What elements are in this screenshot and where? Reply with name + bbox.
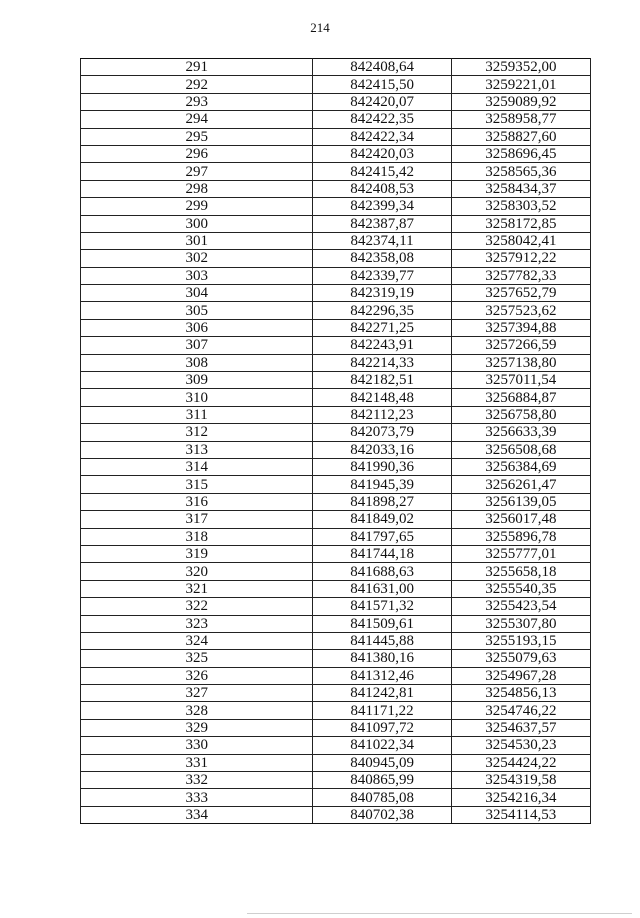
point-number-cell: 315 — [81, 476, 313, 493]
y-coordinate-cell: 3254530,23 — [451, 737, 590, 754]
table-row — [81, 632, 591, 649]
x-coordinate-cell: 841990,36 — [313, 458, 451, 475]
y-coordinate-cell: 3255777,01 — [451, 545, 590, 562]
x-coordinate-cell: 840702,38 — [313, 806, 451, 823]
point-number-cell: 316 — [81, 493, 313, 510]
x-coordinate-cell: 842408,53 — [313, 180, 451, 197]
y-coordinate-cell: 3258958,77 — [451, 111, 590, 128]
y-coordinate-cell: 3254216,34 — [451, 789, 590, 806]
point-number-cell: 307 — [81, 337, 313, 354]
table-row — [81, 754, 591, 771]
table-row — [81, 354, 591, 371]
table-row — [81, 319, 591, 336]
table-row — [81, 198, 591, 215]
point-number-cell: 319 — [81, 545, 313, 562]
page-number: 214 — [310, 20, 330, 35]
y-coordinate-cell: 3258303,52 — [451, 198, 590, 215]
table-row — [81, 232, 591, 249]
y-coordinate-cell: 3257138,80 — [451, 354, 590, 371]
table-row — [81, 180, 591, 197]
y-coordinate-cell: 3254637,57 — [451, 719, 590, 736]
x-coordinate-cell: 841945,39 — [313, 476, 451, 493]
point-number-cell: 309 — [81, 372, 313, 389]
x-coordinate-cell: 841797,65 — [313, 528, 451, 545]
point-number-cell: 318 — [81, 528, 313, 545]
y-coordinate-cell: 3256384,69 — [451, 458, 590, 475]
x-coordinate-cell: 842387,87 — [313, 215, 451, 232]
x-coordinate-cell: 841571,32 — [313, 598, 451, 615]
table-row — [81, 772, 591, 789]
y-coordinate-cell: 3258172,85 — [451, 215, 590, 232]
x-coordinate-cell: 842422,35 — [313, 111, 451, 128]
y-coordinate-cell: 3255658,18 — [451, 563, 590, 580]
table-row — [81, 789, 591, 806]
table-row — [81, 580, 591, 597]
x-coordinate-cell: 841022,34 — [313, 737, 451, 754]
point-number-cell: 311 — [81, 406, 313, 423]
point-number-cell: 314 — [81, 458, 313, 475]
x-coordinate-cell: 840865,99 — [313, 772, 451, 789]
x-coordinate-cell: 842319,19 — [313, 285, 451, 302]
point-number-cell: 298 — [81, 180, 313, 197]
y-coordinate-cell: 3256884,87 — [451, 389, 590, 406]
table-row — [81, 441, 591, 458]
table-row — [81, 215, 591, 232]
point-number-cell: 329 — [81, 719, 313, 736]
point-number-cell: 325 — [81, 650, 313, 667]
y-coordinate-cell: 3257266,59 — [451, 337, 590, 354]
x-coordinate-cell: 842358,08 — [313, 250, 451, 267]
table-row — [81, 145, 591, 162]
y-coordinate-cell: 3258434,37 — [451, 180, 590, 197]
x-coordinate-cell: 841445,88 — [313, 632, 451, 649]
x-coordinate-cell: 841898,27 — [313, 493, 451, 510]
point-number-cell: 328 — [81, 702, 313, 719]
x-coordinate-cell: 842073,79 — [313, 424, 451, 441]
y-coordinate-cell: 3254114,53 — [451, 806, 590, 823]
x-coordinate-cell: 841380,16 — [313, 650, 451, 667]
x-coordinate-cell: 842415,42 — [313, 163, 451, 180]
table-row — [81, 719, 591, 736]
y-coordinate-cell: 3254967,28 — [451, 667, 590, 684]
y-coordinate-cell: 3255423,54 — [451, 598, 590, 615]
y-coordinate-cell: 3254856,13 — [451, 685, 590, 702]
y-coordinate-cell: 3259221,01 — [451, 76, 590, 93]
point-number-cell: 323 — [81, 615, 313, 632]
table-row — [81, 285, 591, 302]
table-row — [81, 650, 591, 667]
table-row — [81, 528, 591, 545]
point-number-cell: 331 — [81, 754, 313, 771]
table-row — [81, 737, 591, 754]
y-coordinate-cell: 3257652,79 — [451, 285, 590, 302]
x-coordinate-cell: 840945,09 — [313, 754, 451, 771]
y-coordinate-cell: 3257011,54 — [451, 372, 590, 389]
table-row — [81, 702, 591, 719]
y-coordinate-cell: 3257912,22 — [451, 250, 590, 267]
point-number-cell: 313 — [81, 441, 313, 458]
y-coordinate-cell: 3254424,22 — [451, 754, 590, 771]
y-coordinate-cell: 3256139,05 — [451, 493, 590, 510]
x-coordinate-cell: 842243,91 — [313, 337, 451, 354]
point-number-cell: 327 — [81, 685, 313, 702]
table-row — [81, 128, 591, 145]
table-row — [81, 424, 591, 441]
point-number-cell: 300 — [81, 215, 313, 232]
table-row — [81, 598, 591, 615]
table-row — [81, 806, 591, 823]
point-number-cell: 304 — [81, 285, 313, 302]
point-number-cell: 301 — [81, 232, 313, 249]
table-row — [81, 93, 591, 110]
point-number-cell: 296 — [81, 145, 313, 162]
y-coordinate-cell: 3254319,58 — [451, 772, 590, 789]
x-coordinate-cell: 841312,46 — [313, 667, 451, 684]
x-coordinate-cell: 841631,00 — [313, 580, 451, 597]
y-coordinate-cell: 3255896,78 — [451, 528, 590, 545]
point-number-cell: 299 — [81, 198, 313, 215]
point-number-cell: 312 — [81, 424, 313, 441]
x-coordinate-cell: 842296,35 — [313, 302, 451, 319]
table-row — [81, 163, 591, 180]
y-coordinate-cell: 3258565,36 — [451, 163, 590, 180]
point-number-cell: 324 — [81, 632, 313, 649]
x-coordinate-cell: 842399,34 — [313, 198, 451, 215]
point-number-cell: 326 — [81, 667, 313, 684]
point-number-cell: 302 — [81, 250, 313, 267]
table-row — [81, 250, 591, 267]
y-coordinate-cell: 3256017,48 — [451, 511, 590, 528]
x-coordinate-cell: 841509,61 — [313, 615, 451, 632]
x-coordinate-cell: 841171,22 — [313, 702, 451, 719]
point-number-cell: 292 — [81, 76, 313, 93]
y-coordinate-cell: 3255079,63 — [451, 650, 590, 667]
y-coordinate-cell: 3254746,22 — [451, 702, 590, 719]
y-coordinate-cell: 3255193,15 — [451, 632, 590, 649]
point-number-cell: 305 — [81, 302, 313, 319]
y-coordinate-cell: 3257782,33 — [451, 267, 590, 284]
table-row — [81, 563, 591, 580]
y-coordinate-cell: 3256633,39 — [451, 424, 590, 441]
point-number-cell: 291 — [81, 59, 313, 76]
y-coordinate-cell: 3256758,80 — [451, 406, 590, 423]
table-row — [81, 302, 591, 319]
table-row — [81, 59, 591, 76]
x-coordinate-cell: 842271,25 — [313, 319, 451, 336]
point-number-cell: 317 — [81, 511, 313, 528]
table-row — [81, 667, 591, 684]
x-coordinate-cell: 842033,16 — [313, 441, 451, 458]
point-number-cell: 294 — [81, 111, 313, 128]
x-coordinate-cell: 841849,02 — [313, 511, 451, 528]
table-row — [81, 511, 591, 528]
point-number-cell: 308 — [81, 354, 313, 371]
x-coordinate-cell: 840785,08 — [313, 789, 451, 806]
table-row — [81, 389, 591, 406]
point-number-cell: 334 — [81, 806, 313, 823]
table-row — [81, 406, 591, 423]
table-row — [81, 493, 591, 510]
x-coordinate-cell: 842415,50 — [313, 76, 451, 93]
bottom-rule — [247, 913, 632, 914]
y-coordinate-cell: 3256261,47 — [451, 476, 590, 493]
point-number-cell: 306 — [81, 319, 313, 336]
y-coordinate-cell: 3255540,35 — [451, 580, 590, 597]
x-coordinate-cell: 842339,77 — [313, 267, 451, 284]
x-coordinate-cell: 842182,51 — [313, 372, 451, 389]
x-coordinate-cell: 842420,07 — [313, 93, 451, 110]
x-coordinate-cell: 842408,64 — [313, 59, 451, 76]
y-coordinate-cell: 3258827,60 — [451, 128, 590, 145]
x-coordinate-cell: 842214,33 — [313, 354, 451, 371]
point-number-cell: 322 — [81, 598, 313, 615]
x-coordinate-cell: 842420,03 — [313, 145, 451, 162]
x-coordinate-cell: 841097,72 — [313, 719, 451, 736]
table-row — [81, 545, 591, 562]
x-coordinate-cell: 842422,34 — [313, 128, 451, 145]
point-number-cell: 330 — [81, 737, 313, 754]
y-coordinate-cell: 3257523,62 — [451, 302, 590, 319]
y-coordinate-cell: 3259352,00 — [451, 59, 590, 76]
x-coordinate-cell: 841688,63 — [313, 563, 451, 580]
y-coordinate-cell: 3255307,80 — [451, 615, 590, 632]
point-number-cell: 295 — [81, 128, 313, 145]
coordinates-table — [80, 58, 591, 824]
table-row — [81, 267, 591, 284]
table-row — [81, 615, 591, 632]
x-coordinate-cell: 841744,18 — [313, 545, 451, 562]
point-number-cell: 333 — [81, 789, 313, 806]
table-row — [81, 76, 591, 93]
table-row — [81, 476, 591, 493]
coordinates-table-body — [81, 59, 591, 824]
x-coordinate-cell: 842148,48 — [313, 389, 451, 406]
y-coordinate-cell: 3257394,88 — [451, 319, 590, 336]
x-coordinate-cell: 842374,11 — [313, 232, 451, 249]
point-number-cell: 310 — [81, 389, 313, 406]
table-row — [81, 111, 591, 128]
x-coordinate-cell: 842112,23 — [313, 406, 451, 423]
table-row — [81, 337, 591, 354]
point-number-cell: 297 — [81, 163, 313, 180]
point-number-cell: 320 — [81, 563, 313, 580]
point-number-cell: 321 — [81, 580, 313, 597]
y-coordinate-cell: 3258042,41 — [451, 232, 590, 249]
table-row — [81, 372, 591, 389]
point-number-cell: 332 — [81, 772, 313, 789]
table-row — [81, 458, 591, 475]
y-coordinate-cell: 3258696,45 — [451, 145, 590, 162]
point-number-cell: 293 — [81, 93, 313, 110]
table-row — [81, 685, 591, 702]
y-coordinate-cell: 3256508,68 — [451, 441, 590, 458]
y-coordinate-cell: 3259089,92 — [451, 93, 590, 110]
point-number-cell: 303 — [81, 267, 313, 284]
x-coordinate-cell: 841242,81 — [313, 685, 451, 702]
